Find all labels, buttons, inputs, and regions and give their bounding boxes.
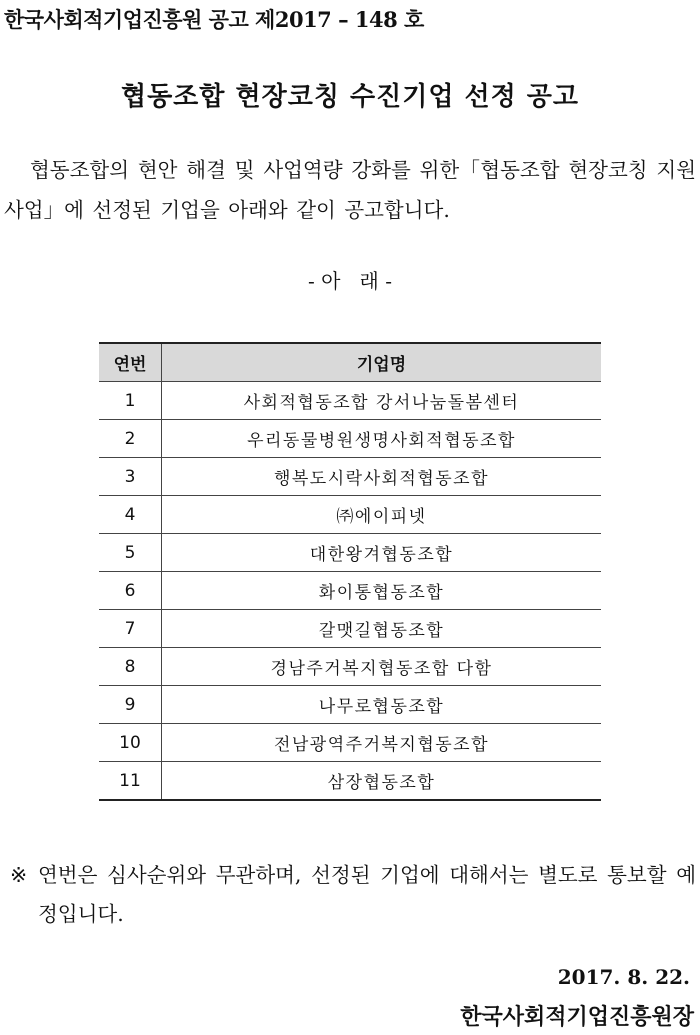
document-title: 협동조합 현장코칭 수진기업 선정 공고 xyxy=(120,82,580,112)
row-number: 8 xyxy=(99,648,162,686)
company-name: 전남광역주거복지협동조합 xyxy=(162,724,602,762)
below-heading: - 아 래 - xyxy=(308,269,392,293)
table-row xyxy=(99,610,601,648)
row-number: 1 xyxy=(99,382,162,420)
table-row xyxy=(99,496,601,534)
table-row xyxy=(99,686,601,724)
table-row xyxy=(99,648,601,686)
table-row xyxy=(99,724,601,762)
table-row xyxy=(99,382,601,420)
company-name: 행복도시락사회적협동조합 xyxy=(162,458,602,496)
footnote-text: 연번은 심사순위와 무관하며, 선정된 기업에 대해서는 별도로 통보할 예정입니다. xyxy=(38,863,696,926)
company-name: 사회적협동조합 강서나눔돌봄센터 xyxy=(162,382,602,420)
row-number: 10 xyxy=(99,724,162,762)
issue-date: 2017. 8. 22. xyxy=(557,965,690,989)
column-header-number: 연번 xyxy=(99,343,162,382)
table-row xyxy=(99,458,601,496)
row-number: 7 xyxy=(99,610,162,648)
table-row xyxy=(99,762,601,801)
table-row xyxy=(99,420,601,458)
table-header-row xyxy=(99,343,601,382)
intro-paragraph: 협동조합의 현안 해결 및 사업역량 강화를 위한「협동조합 현장코칭 지원사업」에 선정된 기업을 아래와 같이 공고합니다. xyxy=(4,158,696,222)
row-number: 11 xyxy=(99,762,162,801)
table-row xyxy=(99,534,601,572)
notice-number: 한국사회적기업진흥원 공고 제2017 – 148 호 xyxy=(4,7,424,32)
company-name: ㈜에이피넷 xyxy=(162,496,602,534)
company-table xyxy=(99,342,601,801)
column-header-company: 기업명 xyxy=(162,343,602,382)
table-body xyxy=(99,382,601,801)
reference-mark: ※ xyxy=(10,863,28,887)
company-name: 대한왕겨협동조합 xyxy=(162,534,602,572)
table-row xyxy=(99,572,601,610)
company-name: 나무로협동조합 xyxy=(162,686,602,724)
company-name: 경남주거복지협동조합 다함 xyxy=(162,648,602,686)
company-name: 삼장협동조합 xyxy=(162,762,602,801)
company-name: 화이통협동조합 xyxy=(162,572,602,610)
issuer-name: 한국사회적기업진흥원장 xyxy=(460,1004,694,1030)
row-number: 4 xyxy=(99,496,162,534)
row-number: 6 xyxy=(99,572,162,610)
row-number: 2 xyxy=(99,420,162,458)
company-name: 갈맷길협동조합 xyxy=(162,610,602,648)
row-number: 5 xyxy=(99,534,162,572)
row-number: 9 xyxy=(99,686,162,724)
footnote xyxy=(10,856,696,934)
row-number: 3 xyxy=(99,458,162,496)
company-name: 우리동물병원생명사회적협동조합 xyxy=(162,420,602,458)
